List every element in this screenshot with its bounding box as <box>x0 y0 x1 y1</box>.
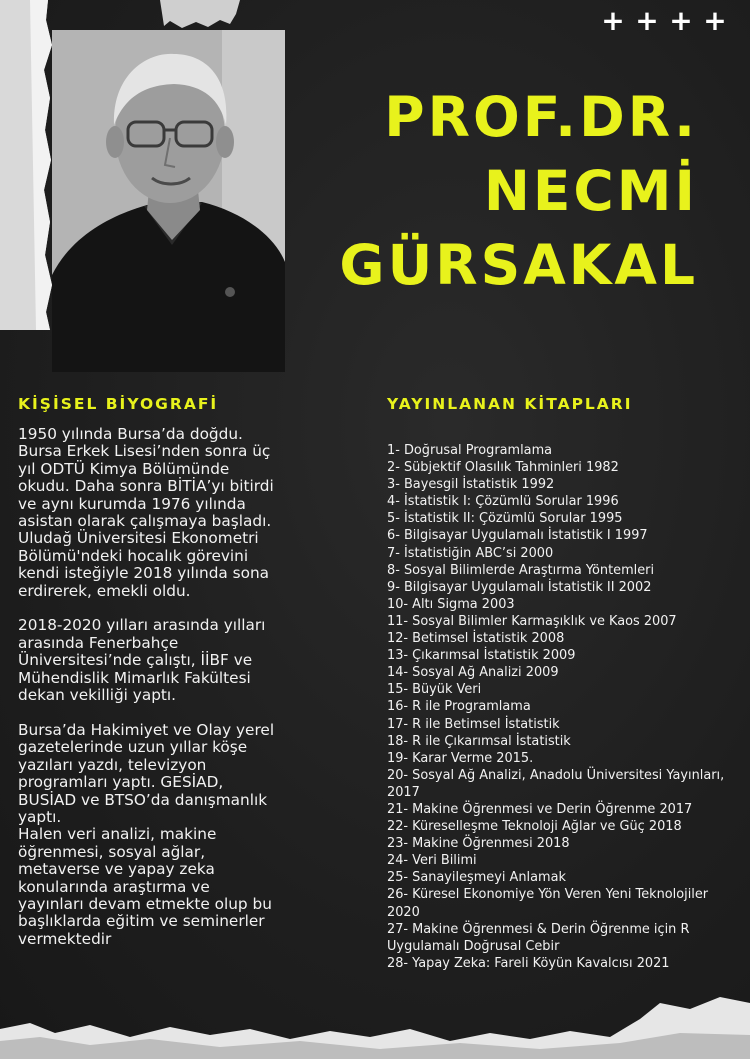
book-item: 13- Çıkarımsal İstatistik 2009 <box>387 648 576 664</box>
book-item: 1- Doğrusal Programlama <box>387 443 553 458</box>
book-item: 26- Küresel Ekonomiye Yön Veren Yeni Teknolojiler 2020 <box>387 887 709 920</box>
book-item: 11- Sosyal Bilimler Karmaşıklık ve Kaos 2007 <box>387 613 677 629</box>
book-item: 27- Makine Öğrenmesi & Derin Öğrenme için R Uygulamalı Doğrusal Cebir <box>387 921 690 954</box>
book-item: 14- Sosyal Ağ Analizi 2009 <box>387 665 559 681</box>
book-item: 4- İstatistik I: Çözümlü Sorular 1996 <box>387 494 619 510</box>
book-item: 7- İstatistiğin ABC’si 2000 <box>387 545 554 561</box>
torn-paper-top-decoration <box>160 0 240 30</box>
portrait-photo <box>52 30 285 372</box>
plus-icon: + <box>703 4 735 37</box>
book-item: 6- Bilgisayar Uygulamalı İstatistik I 1997 <box>387 528 648 544</box>
title-prof-dr: PROF.DR. <box>384 85 698 149</box>
book-item: 19- Karar Verme 2015. <box>387 750 534 766</box>
book-item: 15- Büyük Veri <box>387 682 482 698</box>
book-item: 25- Sanayileşmeyi Anlamak <box>387 870 566 886</box>
book-item: 5- İstatistik II: Çözümlü Sorular 1995 <box>387 511 623 527</box>
bio-paragraph: Bursa’da Hakimiyet ve Olay yerel gazetelerinde uzun yıllar köşe yazıları yazdı, televizyon programları yaptı. GESİAD, BUSİAD ve BTSO’da danışmanlık yaptı. Halen veri analizi, makine öğrenmesi, sosyal ağlar, metaverse ve yapay zeka konularında araştırma ve yayınları devam etmekte olup bu başlıklarda eğitim ve seminerler vermektedir <box>18 720 275 948</box>
bio-paragraph: 2018-2020 yılları arasında yılları arasında Fenerbahçe Üniversitesi’nde çalıştı, İİBF ve Mühendislik Mimarlık Fakültesi dekan vekilliği yaptı. <box>18 616 266 705</box>
book-item: 23- Makine Öğrenmesi 2018 <box>387 836 570 852</box>
bio-text <box>18 426 318 966</box>
book-item: 21- Makine Öğrenmesi ve Derin Öğrenme 2017 <box>387 801 693 817</box>
books-list <box>387 442 747 972</box>
plus-icon: + <box>601 4 633 37</box>
plus-icon: + <box>635 4 667 37</box>
book-item: 18- R ile Çıkarımsal İstatistik <box>387 733 571 749</box>
book-item: 24- Veri Bilimi <box>387 853 477 869</box>
book-item: 16- R ile Programlama <box>387 699 531 715</box>
book-item: 3- Bayesgil İstatistik 1992 <box>387 477 555 493</box>
book-item: 17- R ile Betimsel İstatistik <box>387 716 560 732</box>
bio-paragraph: 1950 yılında Bursa’da doğdu. Bursa Erkek Lisesi’nden sonra üç yıl ODTÜ Kimya Bölümünde okudu. Daha sonra BİTİA’yı bitirdi ve aynı kurumda 1976 yılında asistan olarak çalışmaya başladı. Uludağ Üniversitesi Ekonometri Bölümü'ndeki hocalık görevini kendi isteğiyle 2018 yılında sona erdirerek, emekli oldu. <box>18 425 274 600</box>
book-item: 2- Sübjektif Olasılık Tahminleri 1982 <box>387 460 619 476</box>
name-title-block <box>339 80 698 302</box>
plus-icon: + <box>669 4 701 37</box>
book-item: 22- Küreselleşme Teknoloji Ağlar ve Güç 2018 <box>387 819 682 835</box>
torn-paper-bottom-decoration <box>0 989 750 1059</box>
book-item: 8- Sosyal Bilimlerde Araştırma Yöntemleri <box>387 562 655 578</box>
portrait-illustration <box>52 30 285 372</box>
book-item: 28- Yapay Zeka: Fareli Köyün Kavalcısı 2021 <box>387 955 670 971</box>
book-item: 20- Sosyal Ağ Analizi, Anadolu Üniversitesi Yayınları, 2017 <box>387 767 725 800</box>
books-heading: YAYINLANAN KİTAPLARI <box>387 395 633 413</box>
book-item: 9- Bilgisayar Uygulamalı İstatistik II 2002 <box>387 579 652 595</box>
book-item: 10- Altı Sigma 2003 <box>387 596 515 612</box>
book-item: 12- Betimsel İstatistik 2008 <box>387 631 565 647</box>
torn-paper-left-decoration <box>0 0 60 330</box>
first-name: NECMİ <box>483 159 698 223</box>
plus-decoration <box>600 4 736 37</box>
bio-heading: KİŞİSEL BİYOGRAFİ <box>18 395 219 413</box>
last-name: GÜRSAKAL <box>339 233 698 297</box>
